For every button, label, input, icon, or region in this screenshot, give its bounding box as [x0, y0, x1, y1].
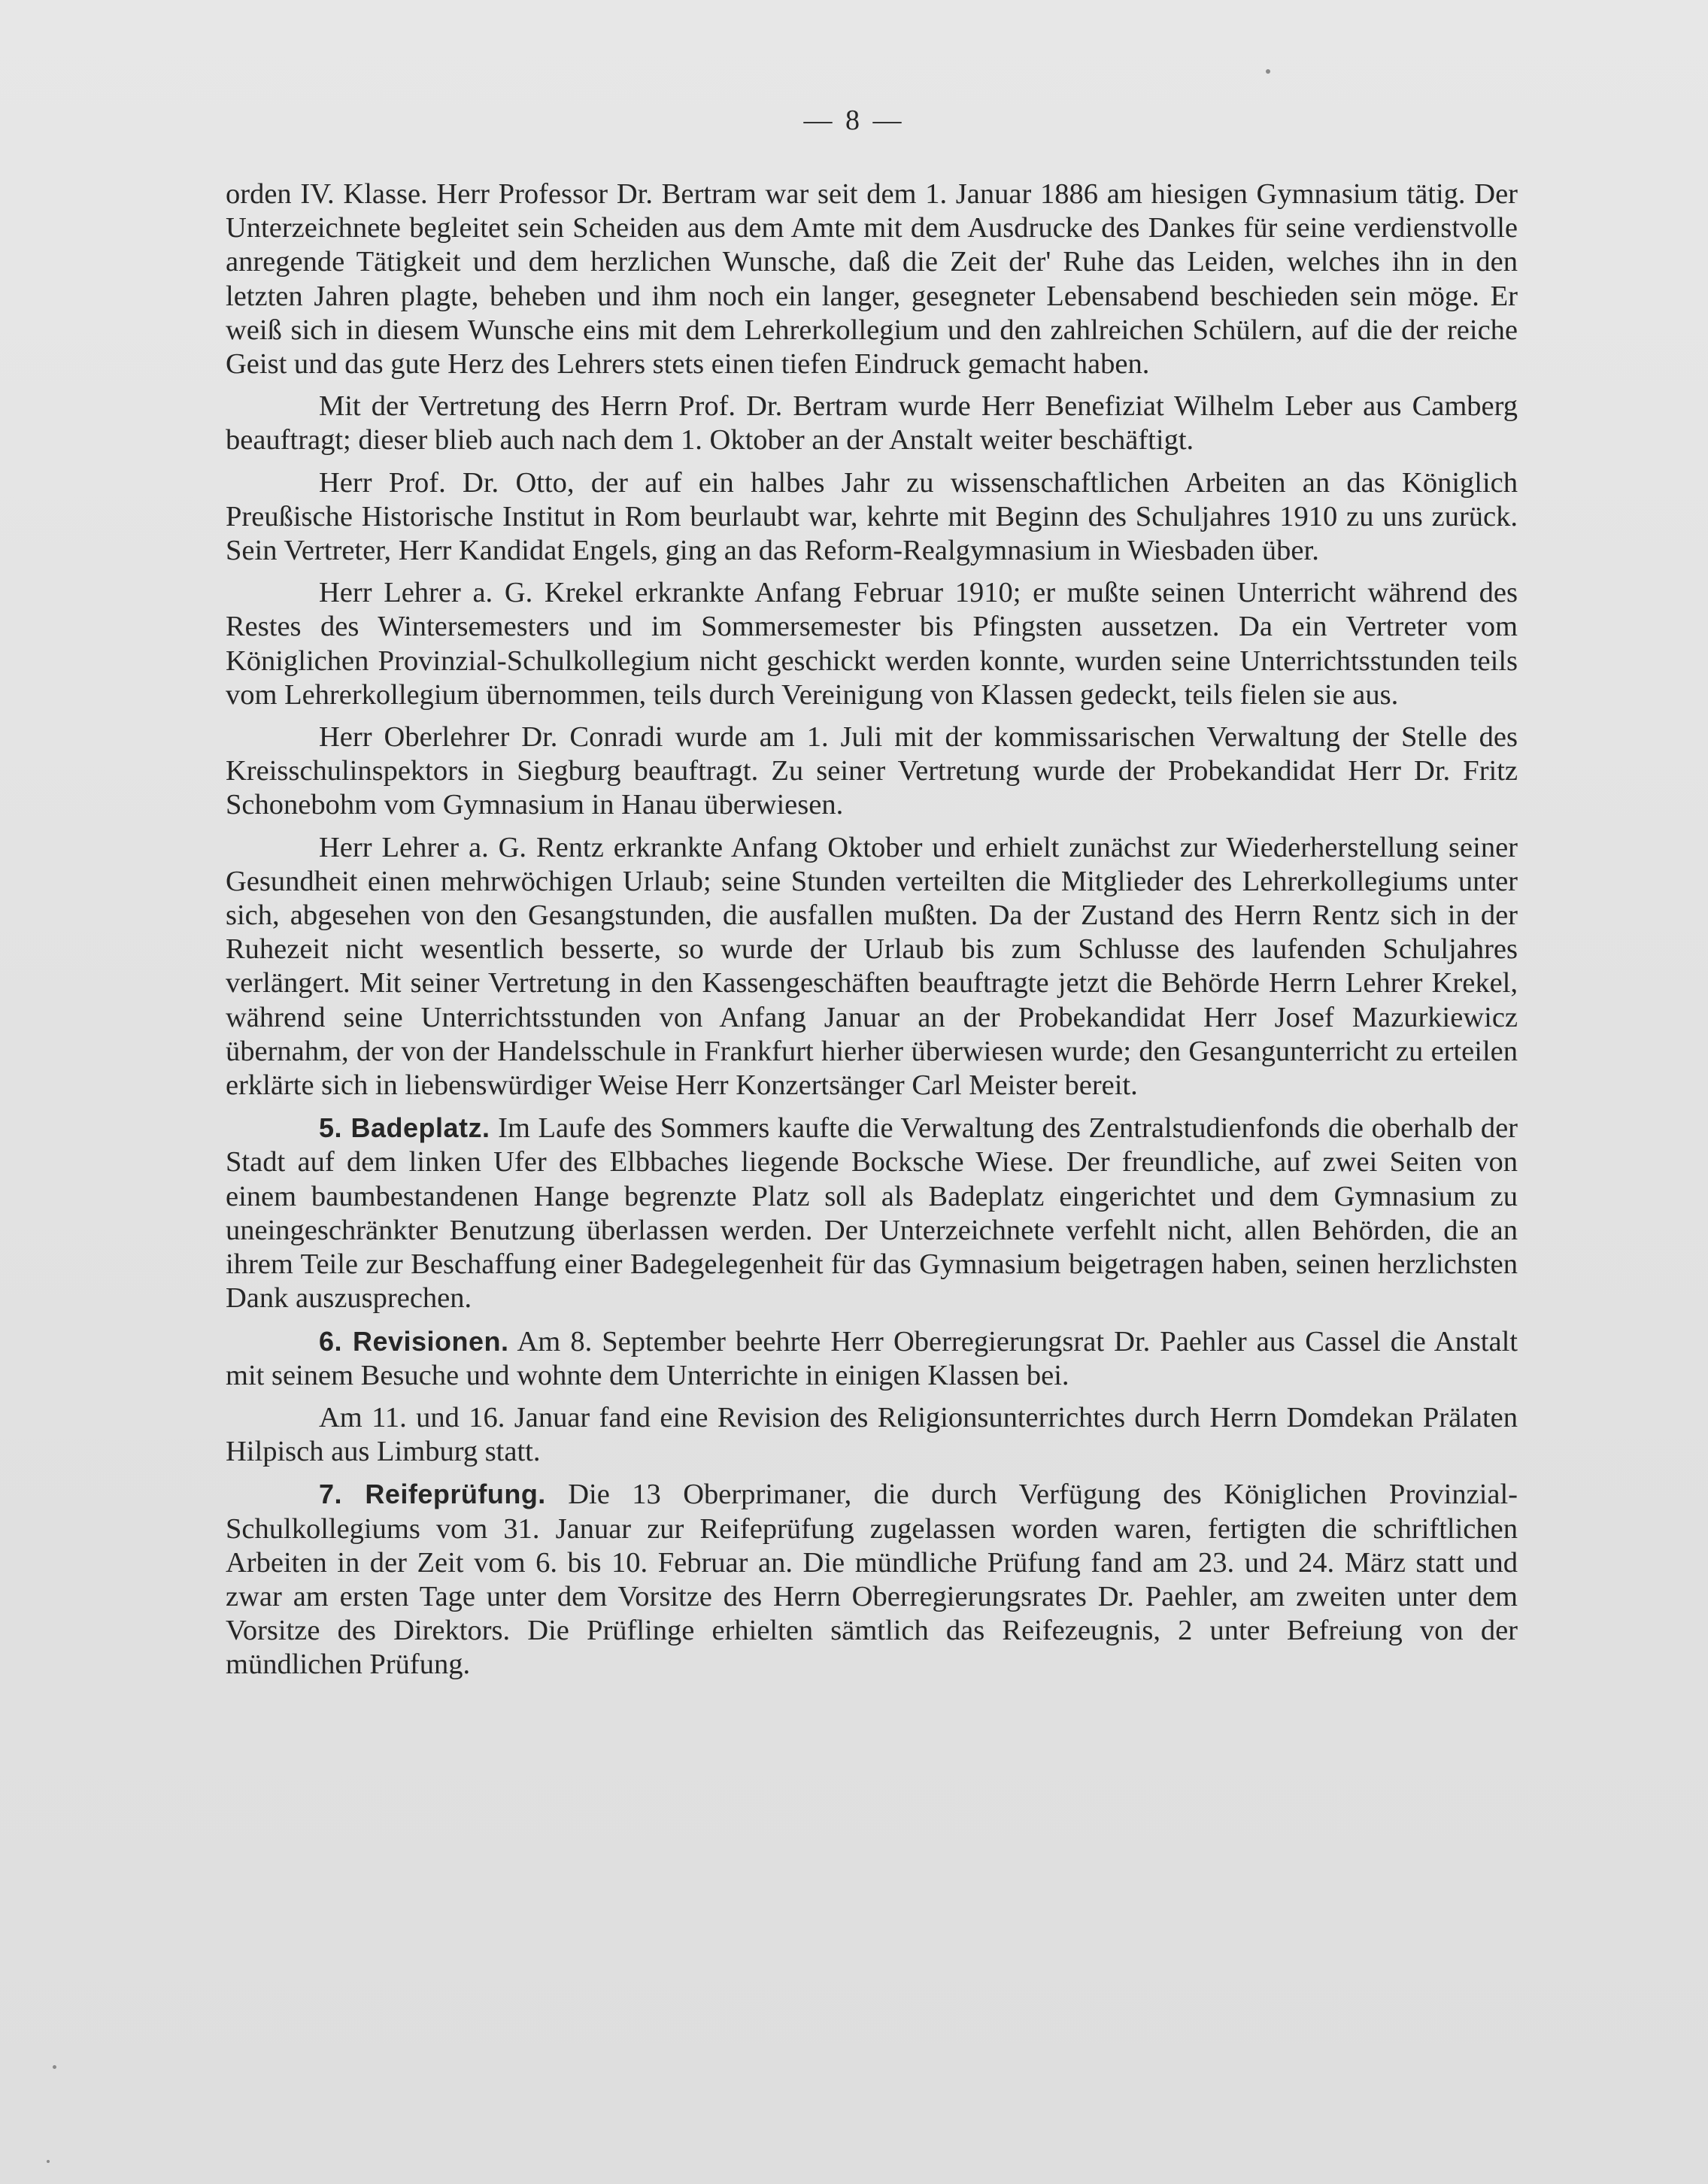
- section-revisionen: [226, 1324, 1518, 1393]
- section-reifepruefung: [226, 1477, 1518, 1682]
- page-body: [226, 177, 1518, 1691]
- paragraph-otto-return: Herr Prof. Dr. Otto, der auf ein halbes Jahr zu wissenschaftlichen Arbeiten an das Königlich Preußische Historische Institut in Rom beurlaubt war, kehrte mit Beginn des Schuljahres 1910 zu uns zurück. Sein Vertreter, Herr Kandidat Engels, ging an das Reform-Realgymnasium in Wiesbaden über.: [226, 466, 1518, 567]
- paragraph-religion-revision: [226, 1401, 1518, 1469]
- paragraph-conradi-appointment: Herr Oberlehrer Dr. Conradi wurde am 1. Juli mit der kommissarischen Verwaltung der Stelle des Kreisschulinspektors in Siegburg beauftragt. Zu seiner Vertretung wurde der Probekandidat Herr Dr. Fritz Schonebohm vom Gymnasium in Hanau überwiesen.: [226, 721, 1518, 821]
- page-number: — 8 —: [803, 105, 905, 136]
- section-badeplatz: [226, 1111, 1518, 1315]
- paragraph-bertram-substitute: Mit der Vertretung des Herrn Prof. Dr. Bertram wurde Herr Benefiziat Wilhelm Leber aus Camberg beauftragt; dieser blieb auch nach dem 1. Oktober an der Anstalt weiter beschäftigt.: [226, 390, 1518, 457]
- paragraph-text-religion-revision: Am 11. und 16. Januar fand eine Revision des Religionsunterrichtes durch Herrn Domdekan Prälaten Hilpisch aus Limburg statt.: [226, 1401, 1518, 1468]
- section-text-badeplatz: Im Laufe des Sommers kaufte die Verwaltung des Zentralstudienfonds die oberhalb der Stadt auf dem linken Ufer des Elbbaches liegende Bocksche Wiese. Der freundliche, auf zwei Seiten von einem baumbestandenen Hange begrenzte Platz soll als Badeplatz eingerichtet und dem Gymnasium zu uneingeschränkter Benutzung überlassen werden. Der Unterzeichnete verfehlt nicht, allen Behörden, die an ihrem Teile zur Beschaffung einer Badegelegenheit für das Gymnasium beigetragen haben, seinen herzlichsten Dank auszusprechen.: [226, 1112, 1518, 1315]
- section-heading-revisionen: 6. Revisionen.: [319, 1325, 509, 1357]
- section-text-reifepruefung: Die 13 Oberprimaner, die durch Verfügung des Königlichen Provinzial-Schulkollegiums vom 31. Januar zur Reifeprüfung zugelassen worden waren, fertigten die schriftlichen Arbeiten in der Zeit vom 6. bis 10. Februar an. Die mündliche Prüfung fand am 23. und 24. März statt und zwar am ersten Tage unter dem Vorsitze des Herrn Oberregierungsrates Dr. Paehler, am zweiten unter dem Vorsitze des Direktors. Die Prüflinge erhielten sämtlich das Reifezeugnis, 2 unter Befreiung von der mündlichen Prüfung.: [226, 1479, 1518, 1681]
- paper-speck: [1266, 69, 1270, 74]
- section-text-revisionen: Am 8. September beehrte Herr Oberregierungsrat Dr. Paehler aus Cassel die Anstalt mit seinem Besuche und wohnte dem Unterrichte in einigen Klassen bei.: [226, 1325, 1518, 1391]
- section-heading-badeplatz: 5. Badeplatz.: [319, 1112, 490, 1144]
- paragraph-bertram-farewell: orden IV. Klasse. Herr Professor Dr. Bertram war seit dem 1. Januar 1886 am hiesigen Gymnasium tätig. Der Unterzeichnete begleitet sein Scheiden aus dem Amte mit dem Ausdrucke des Dankes für seine verdienstvolle anregende Tätigkeit und dem herzlichen Wunsche, daß die Zeit der' Ruhe das Leiden, welches ihn in den letzten Jahren plagte, beheben und ihm noch ein langer, gesegneter Lebensabend beschieden sein möge. Er weiß sich in diesem Wunsche eins mit dem Lehrerkollegium und den zahlreichen Schülern, auf die der reiche Geist und das gute Herz des Lehrers stets einen tiefen Eindruck gemacht haben.: [226, 178, 1518, 381]
- paragraph-krekel-illness: Herr Lehrer a. G. Krekel erkrankte Anfang Februar 1910; er mußte seinen Unterricht während des Restes des Wintersemesters und im Sommersemester bis Pfingsten aussetzen. Da ein Vertreter vom Königlichen Provinzial-Schulkollegium nicht geschickt werden konnte, wurden seine Unterrichtsstunden teils vom Lehrerkollegium übernommen, teils durch Vereinigung von Klassen gedeckt, teils fielen sie aus.: [226, 577, 1518, 711]
- paragraph-rentz-illness: Herr Lehrer a. G. Rentz erkrankte Anfang Oktober und erhielt zunächst zur Wiederherstellung seiner Gesundheit einen mehrwöchigen Urlaub; seine Stunden verteilten die Mitglieder des Lehrerkollegiums unter sich, abgesehen von den Gesangstunden, die ausfallen mußten. Da der Zustand des Herrn Rentz sich in der Ruhezeit nicht wesentlich besserte, so wurde der Urlaub bis zum Schlusse des laufenden Schuljahres verlängert. Mit seiner Vertretung in den Kassengeschäften beauftragte jetzt die Behörde Herrn Lehrer Krekel, während seine Unterrichtsstunden von Anfang Januar an der Probekandidat Herr Josef Mazurkiewicz übernahm, der von der Handelsschule in Frankfurt hierher überwiesen wurde; den Gesangunterricht zu erteilen erklärte sich in liebenswürdiger Weise Herr Konzertsänger Carl Meister bereit.: [226, 831, 1518, 1102]
- paper-speck: [47, 2160, 50, 2163]
- section-heading-reifepruefung: 7. Reifeprüfung.: [319, 1479, 546, 1510]
- paper-speck: [53, 2065, 56, 2069]
